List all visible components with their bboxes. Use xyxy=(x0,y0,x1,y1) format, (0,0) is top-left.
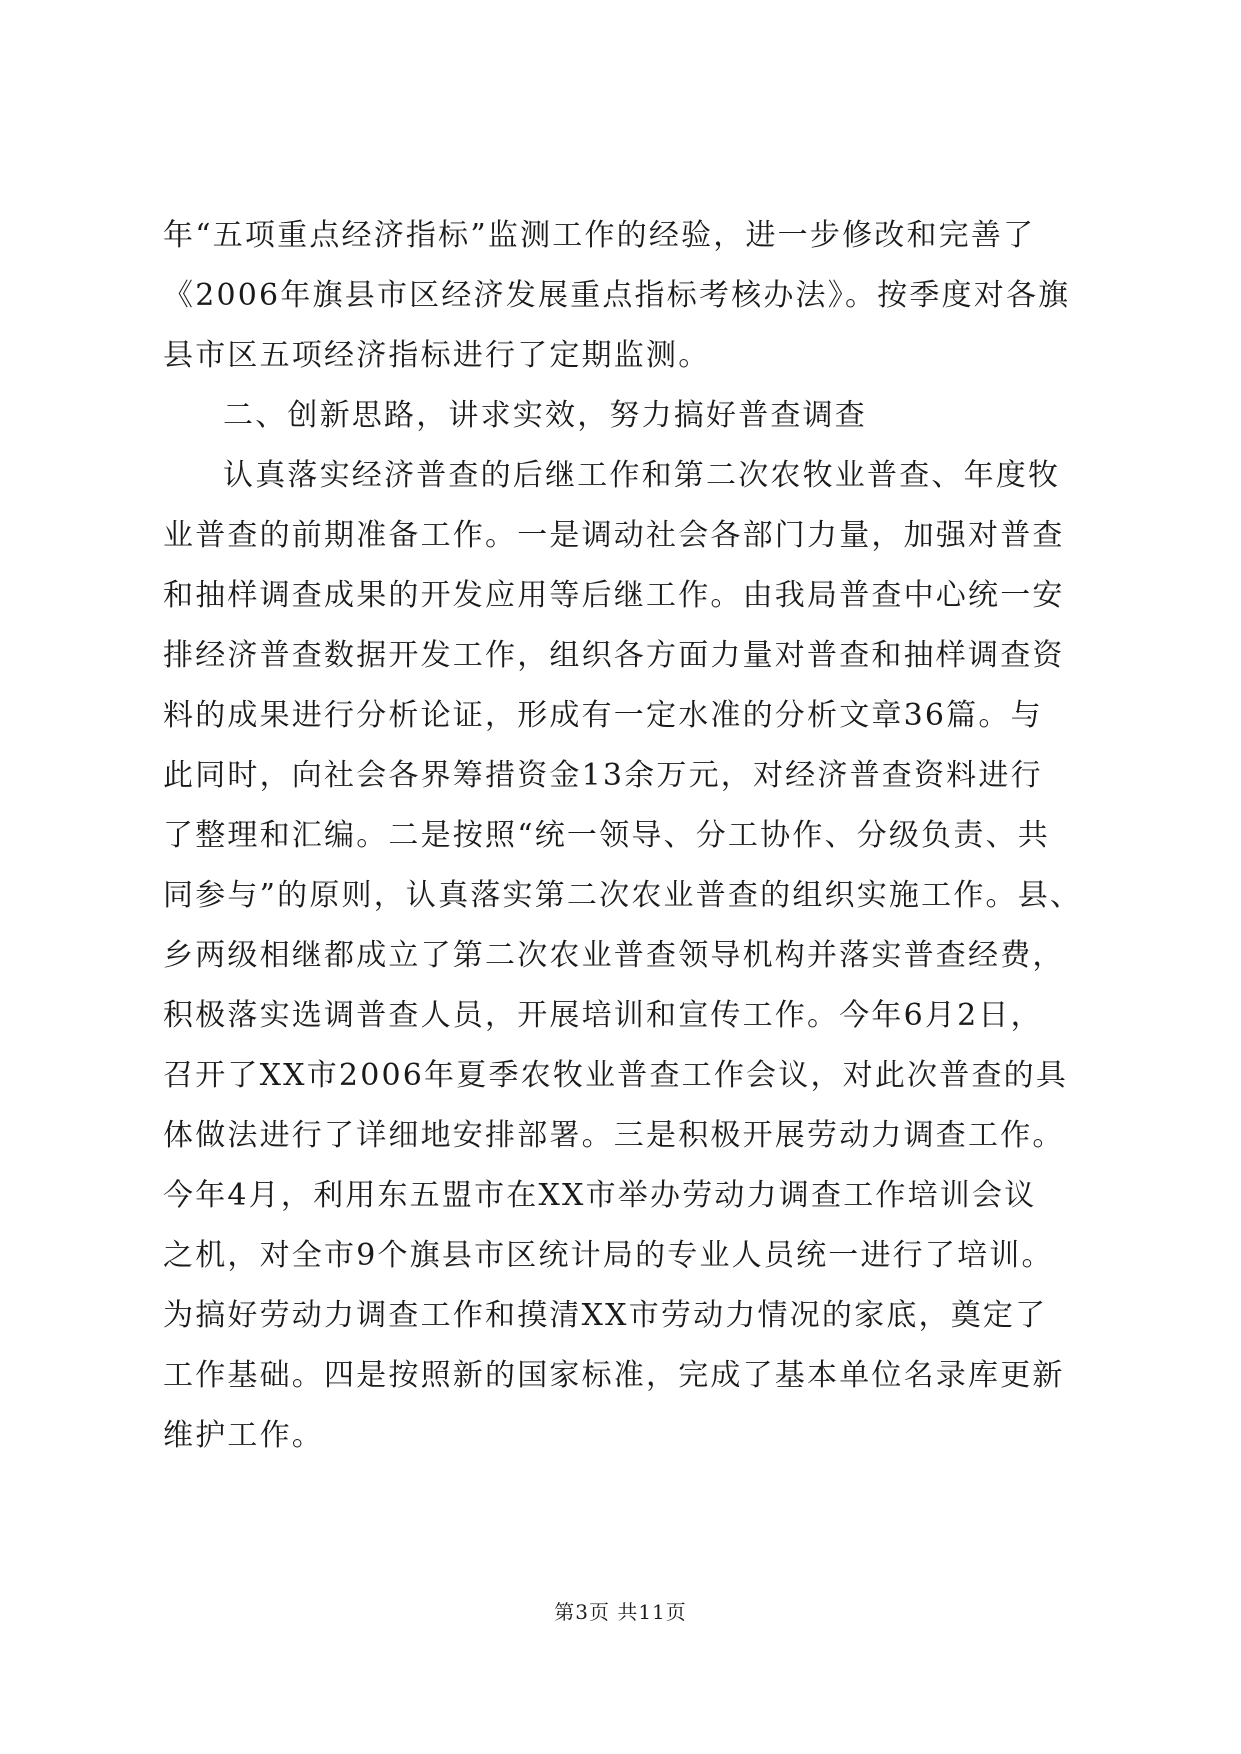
text-line: 工作基础。四是按照新的国家标准，完成了基本单位名录库更新 xyxy=(163,1358,1065,1393)
text-line: 认真落实经济普查的后继工作和第二次农牧业普查、年度牧 xyxy=(223,458,1061,493)
text-line: 同参与”的原则，认真落实第二次农业普查的组织实施工作。县、 xyxy=(163,878,1083,913)
text-line: 年“五项重点经济指标”监测工作的经验，进一步修改和完善了 xyxy=(163,218,1036,253)
page-number-footer: 第3页 共11页 xyxy=(554,1600,687,1624)
text-line: 业普查的前期准备工作。一是调动社会各部门力量，加强对普查 xyxy=(163,518,1065,553)
text-line: 了整理和汇编。二是按照“统一领导、分工协作、分级负责、共 xyxy=(163,818,1050,853)
text-line: 召开了XX市2006年夏季农牧业普查工作会议，对此次普查的具 xyxy=(163,1058,1069,1093)
text-line: 县市区五项经济指标进行了定期监测。 xyxy=(163,338,711,373)
text-line: 乡两级相继都成立了第二次农业普查领导机构并落实普查经费， xyxy=(163,938,1065,973)
text-line: 为搞好劳动力调查工作和摸清XX市劳动力情况的家底，奠定了 xyxy=(163,1298,1048,1333)
text-line: 料的成果进行分析论证，形成有一定水准的分析文章36篇。与 xyxy=(163,698,1043,733)
text-line: 体做法进行了详细地安排部署。三是积极开展劳动力调查工作。 xyxy=(163,1118,1065,1153)
text-line: 之机，对全市9个旗县市区统计局的专业人员统一进行了培训。 xyxy=(163,1238,1054,1273)
text-line: 维护工作。 xyxy=(163,1418,324,1453)
text-line: 积极落实选调普查人员，开展培训和宣传工作。今年6月2日， xyxy=(163,998,1043,1033)
text-line: 今年4月，利用东五盟市在XX市举办劳动力调查工作培训会议 xyxy=(163,1178,1037,1213)
text-line: 排经济普查数据开发工作，组织各方面力量对普查和抽样调查资 xyxy=(163,638,1065,673)
text-line: 此同时，向社会各界筹措资金13余万元，对经济普查资料进行 xyxy=(163,758,1043,793)
section-heading: 二、创新思路，讲求实效，努力搞好普查调查 xyxy=(223,398,867,433)
body-text xyxy=(163,206,1083,1466)
text-line: 《2006年旗县市区经济发展重点指标考核办法》。按季度对各旗 xyxy=(163,278,1071,313)
text-line: 和抽样调查成果的开发应用等后继工作。由我局普查中心统一安 xyxy=(163,578,1065,613)
